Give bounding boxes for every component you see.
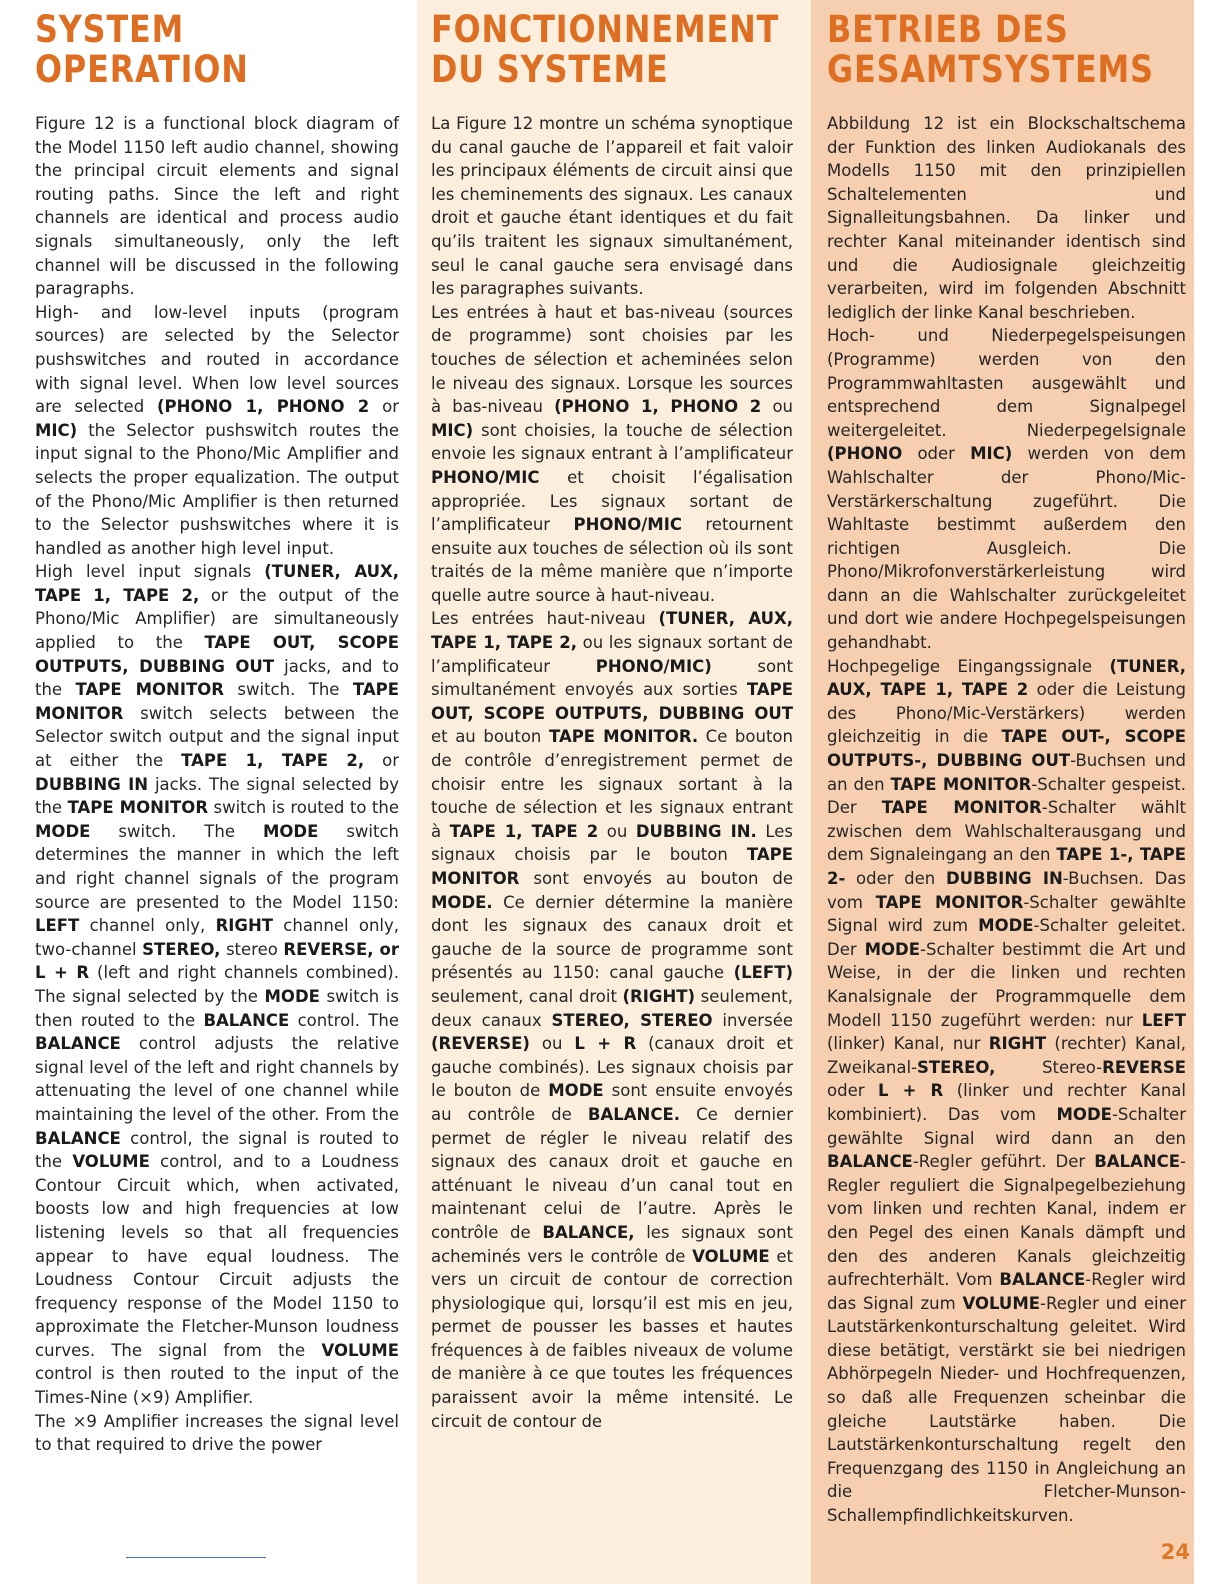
bold-term: TAPE MONITOR	[67, 798, 209, 818]
text-run: seulement, deux canaux	[431, 986, 793, 1030]
bold-term: BALANCE	[35, 1034, 121, 1054]
text-run: -Schalter wählt zwischen dem Wahlschalterausgang und dem Signaleingang an den	[827, 798, 1187, 865]
bold-term: (PHONO	[827, 444, 903, 464]
bold-term: L + R	[878, 1081, 944, 1101]
paragraph	[827, 655, 1186, 1528]
text-run: control, and to a Loudness Contour Circuit which, when activated, boosts low and high frequencies at low listening levels so that all frequencies appear to have equal loudness. The Loudness Contour Circuit adjusts the frequency response of the Model 1150 to approximate the Fletcher-Munson loudness curves. The signal from the	[35, 1152, 399, 1360]
bold-term: BALANCE	[35, 1128, 121, 1148]
paragraph	[431, 301, 793, 608]
bold-term: (REVERSE)	[431, 1034, 530, 1054]
bold-term: BALANCE	[999, 1270, 1086, 1290]
text-run: -Schalter geleitet. Der	[827, 916, 1186, 959]
bold-term: BALANCE	[827, 1152, 913, 1172]
bold-term: (PHONO 1, PHONO 2	[554, 397, 762, 417]
text-run: or	[364, 751, 399, 771]
text-run: jacks. The signal selected by the	[35, 774, 399, 818]
text-run: -Schalter gewählte Signal wird zum	[827, 892, 1186, 936]
bold-term: RIGHT	[988, 1034, 1047, 1054]
text-run: switch is then routed to the	[35, 986, 399, 1030]
text-run: (rechter) Kanal, Zweikanal-	[827, 1034, 1186, 1077]
text-run: High- and low-level inputs (program sources) are selected by the Selector pushswitches and routed in accordance with signal level. When low level sources are selected	[35, 302, 399, 417]
bold-term: VOLUME	[321, 1340, 399, 1360]
paragraph	[35, 112, 399, 301]
text-run: sont choisies, la touche de sélection envoie les signaux entrant à l’amplificateur	[431, 420, 793, 464]
text-run: switch selects between the Selector switch output and the signal input at either the	[35, 703, 399, 771]
text-run: sont simultanément envoyés aux sorties	[431, 656, 793, 700]
bold-term: TAPE 1-, TAPE 2-	[827, 845, 1186, 888]
paragraph	[35, 560, 399, 1409]
bold-term: MODE	[864, 939, 921, 959]
bold-term: (LEFT)	[733, 963, 793, 983]
text-run: oder den	[845, 869, 946, 888]
text-run: control, the signal is routed to the	[35, 1128, 399, 1172]
text-run: control adjusts the relative signal level of the left and right channels by attenuating the level of one channel while maintaining the level of the other. From the	[35, 1034, 399, 1124]
text-run: les signaux sont acheminés vers le contrôle de	[431, 1222, 793, 1266]
text-run: (canaux droit et gauche combinés). Les signaux choisis par le bouton de	[431, 1034, 793, 1101]
paragraph	[35, 1410, 399, 1457]
text-run: retournent ensuite aux touches de sélection où ils sont traités de la même manière que n’importe quelle autre source à haut-niveau.	[431, 515, 793, 605]
text-run: (linker) Kanal, nur	[827, 1034, 989, 1054]
text-run: or the output of the Phono/Mic Amplifier) are simultaneously applied to the	[35, 585, 399, 653]
text-run: ou	[529, 1034, 575, 1054]
bold-term: MIC)	[970, 444, 1013, 464]
bold-term: MODE	[264, 986, 320, 1006]
text-run: Figure 12 is a functional block diagram of the Model 1150 left audio channel, showing the principal circuit elements and signal routing paths. Since the left and right channels are identical and process audio signals simultaneously, only the left channel will be discussed in the following paragraphs.	[35, 114, 399, 299]
text-run: seulement, canal droit	[431, 986, 623, 1006]
bold-term: BALANCE	[1094, 1152, 1181, 1172]
text-run: -Schalter bestimmt die Art und Weise, in der die linken und rechten Kanalsignale der Programmquelle dem Modell 1150 zugeführt werden: nur	[827, 939, 1186, 1030]
paragraph	[35, 301, 399, 561]
bold-term: DUBBING IN	[945, 869, 1063, 888]
text-run: channel only, two-channel	[35, 916, 399, 959]
english-column	[22, 0, 417, 1584]
bold-term: MODE	[548, 1081, 604, 1101]
bold-term: (TUNER, AUX, TAPE 1, TAPE 2,	[431, 609, 794, 653]
text-run: inversée	[712, 1010, 793, 1030]
text-run: switch determines the manner in which the left and right channel signals of the program source are presented to the Model 1150:	[35, 821, 400, 912]
bold-term: MIC)	[35, 420, 78, 440]
text-run: -Regler geführt. Der	[912, 1152, 1095, 1172]
bold-term: PHONO/MIC	[573, 515, 682, 535]
text-run: channel only,	[79, 916, 216, 936]
heading-line-2: OPERATION	[35, 48, 249, 91]
text-run: oder	[902, 444, 971, 464]
text-run: sont ensuite envoyés au contrôle de	[431, 1081, 793, 1124]
paragraph	[431, 112, 793, 301]
text-run: (linker und rechter Kanal kombiniert). Das vom	[827, 1081, 1186, 1124]
text-run: Stereo-	[995, 1057, 1103, 1077]
bold-term: VOLUME	[692, 1246, 770, 1266]
english-heading	[35, 10, 348, 110]
text-run: La Figure 12 montre un schéma synoptique du canal gauche de l’appareil et fait valoir les principaux éléments de circuit ainsi que les cheminements des signaux. Les canaux droit et gauche étant identiques et du fait qu’ils traitent les signaux simultanément, seul le canal gauche sera envisagé dans les paragraphes suivants.	[431, 114, 793, 299]
bold-term: TAPE MONITOR	[35, 680, 400, 723]
bold-term: TAPE 1, TAPE 2,	[181, 751, 365, 771]
bold-term: TAPE MONITOR.	[548, 727, 699, 747]
german-heading	[827, 8, 1154, 110]
text-run: -Regler wird das Signal zum	[827, 1270, 1186, 1313]
text-run: switch. The	[223, 680, 353, 700]
bold-term: REVERSE, or L + R	[35, 939, 399, 983]
bold-term: BALANCE,	[542, 1222, 635, 1242]
heading-line-1: BETRIEB DES	[827, 8, 1069, 51]
text-run: Ce bouton de contrôle d’enregistrement permet de choisir entre les signaux sortant à la touche de sélection et les signaux entrant à	[431, 727, 793, 841]
text-run: Les entrées à haut et bas-niveau (sources de programme) sont choisies par les touches de sélection et acheminées selon le niveau des signaux. Lorsque les sources à bas-niveau	[431, 302, 793, 417]
text-run: Hochpegelige Eingangssignale	[827, 656, 1110, 676]
french-heading	[431, 8, 780, 110]
text-run: -Regler und einer Lautstärkenkonturschaltung geleitet. Wird diese betätigt, verstärkt sie bei niedrigen Abhörpegeln Nieder- und Hochfrequenzen, so daß alle Frequenzen scheinbar die gleiche Lautstärke haben. Die Lautstärkenkonturschaltung regelt den Frequenzgang des 1150 in Angleichung an die Fletcher-Munson-Schallempfindlichkeitskurven.	[827, 1293, 1186, 1526]
text-run: oder	[827, 1081, 879, 1101]
heading-line-1: FONCTIONNEMENT	[431, 8, 780, 51]
text-run: et au bouton	[431, 727, 549, 747]
bold-term: L + R	[574, 1034, 637, 1054]
heading-line-2: DU SYSTEME	[431, 48, 669, 91]
bold-term: MODE.	[431, 892, 493, 912]
bold-term: (PHONO 1, PHONO 2	[157, 397, 370, 417]
text-run: the Selector pushswitch routes the input signal to the Phono/Mic Amplifier and selects the proper equalization. The output of the Phono/Mic Amplifier is then returned to the Selector pushswitches where it is handled as another high level input.	[35, 420, 399, 558]
bold-term: MIC)	[431, 420, 474, 440]
bold-term: (RIGHT)	[622, 986, 696, 1006]
bold-term: BALANCE.	[587, 1104, 680, 1124]
bold-term: TAPE OUT, SCOPE OUTPUTS, DUBBING OUT	[431, 680, 793, 723]
bold-term: TAPE MONITOR	[875, 892, 1024, 912]
german-column	[811, 0, 1194, 1584]
paragraph	[827, 324, 1186, 654]
text-run: -Regler reguliert die Signalpegelbeziehung vom linken und rechten Kanal, indem er den Pegel des einen Kanals dämpft und den des anderen Kanals gleichzeitig aufrechterhält. Vom	[827, 1152, 1186, 1290]
bold-term: MODE	[1056, 1104, 1112, 1124]
text-run: Les entrées haut-niveau	[431, 609, 659, 629]
bold-term: TAPE MONITOR	[431, 845, 793, 888]
text-run: werden von dem Wahlschalter der Phono/Mic-Verstärkerschaltung zugeführt. Die Wahltaste bestimmt außerdem den richtigen Ausgleich. Die Phono/Mikrofonverstärkerleistung wird dann an die Wahlschalter zurückgeleitet und dort wie andere Hochpegelspeisungen gehandhabt.	[827, 444, 1186, 653]
bold-term: MODE	[35, 821, 91, 841]
bold-term: DUBBING IN.	[635, 821, 757, 841]
heading-line-1: SYSTEM	[35, 8, 185, 51]
text-run: control is then routed to the input of the Times-Nine (×9) Amplifier.	[35, 1364, 399, 1408]
french-body	[431, 112, 793, 1433]
bold-term: TAPE 1, TAPE 2	[449, 821, 599, 841]
text-run: -Schalter gewählte Signal wird dann an den	[827, 1104, 1186, 1148]
text-run: ou	[598, 821, 636, 841]
bold-term: MODE	[262, 821, 319, 841]
bold-term: TAPE MONITOR	[881, 798, 1042, 818]
german-body	[827, 112, 1186, 1528]
bold-term: PHONO/MIC)	[595, 656, 712, 676]
text-run: -Buchsen. Das vom	[827, 869, 1186, 912]
text-run: ou	[761, 397, 793, 417]
bold-term: TAPE MONITOR	[890, 774, 1032, 794]
text-run: High level input signals	[35, 562, 265, 582]
bold-term: TAPE MONITOR	[75, 680, 224, 700]
text-run: et vers un circuit de contour de correction physiologique qui, lorsqu’il est mis en jeu, permet de pousser les basses et hautes fréquences à de faibles niveaux de volume de manière à ce que toutes les fréquences paraissent avoir la même intensité. Le circuit de contour de	[431, 1246, 793, 1431]
text-run: Ce dernier détermine la manière dont les signaux des canaux droit et gauche de la source de programme sont présentés au 1150: canal gauche	[431, 892, 793, 983]
bold-term: PHONO/MIC	[431, 467, 540, 487]
bold-term: STEREO,	[142, 939, 221, 959]
paragraph	[431, 607, 793, 1433]
bold-term: BALANCE	[203, 1010, 290, 1030]
bold-term: LEFT	[1141, 1010, 1186, 1030]
text-run: jacks, and to the	[35, 656, 399, 700]
text-run: Ce dernier permet de régler le niveau relatif des signaux des canaux droit et gauche en atténuant le niveau d’un canal tout en maintenant celui de l’autre. Après le contrôle de	[431, 1104, 793, 1242]
text-run: Les signaux choisis par le bouton	[431, 821, 794, 865]
text-run: sont envoyés au bouton de	[519, 869, 793, 888]
bold-term: DUBBING IN	[35, 774, 149, 794]
text-run: Abbildung 12 ist ein Blockschaltschema der Funktion des linken Audiokanals des Modells 1150 mit den prinzipiellen Schaltelementen und Signalleitungsbahnen. Da linker und rechter Kanal miteinander identisch sind und die Audiosignale gleichzeitig verarbeiten, wird im folgenden Abschnitt lediglich der linke Kanal beschrieben.	[827, 114, 1186, 322]
text-run: Hoch- und Niederpegelspeisungen (Programme) werden von den Programmwahltasten ausgewählt und entsprechend dem Signalpegel weitergeleitet. Niederpegelsignale	[827, 326, 1186, 440]
footer-rule	[126, 1557, 266, 1558]
text-run: The ×9 Amplifier increases the signal level to that required to drive the power	[35, 1411, 399, 1455]
text-run: or	[369, 397, 400, 417]
bold-term: (TUNER, AUX, TAPE 1, TAPE 2	[827, 656, 1186, 700]
text-run: ou les signaux sortant de l’amplificateur	[431, 633, 793, 676]
english-body	[35, 112, 399, 1457]
text-run: stereo	[220, 939, 284, 959]
text-run: switch is routed to the	[208, 798, 399, 818]
text-run: oder die Leistung des Phono/Mic-Verstärkers) werden gleichzeitig in die	[827, 680, 1186, 747]
text-run: -Schalter gespeist. Der	[827, 774, 1186, 818]
bold-term: VOLUME	[962, 1293, 1041, 1313]
bold-term: (TUNER, AUX, TAPE 1, TAPE 2,	[35, 562, 399, 605]
bold-term: STEREO, STEREO	[551, 1010, 713, 1030]
bold-term: MODE	[978, 916, 1034, 936]
bold-term: LEFT	[35, 916, 80, 936]
text-run: et choisit l’égalisation appropriée. Les signaux sortant de l’amplificateur	[431, 467, 793, 535]
bold-term: REVERSE	[1102, 1057, 1186, 1077]
bold-term: VOLUME	[72, 1152, 150, 1172]
bold-term: TAPE OUT, SCOPE OUTPUTS, DUBBING OUT	[35, 633, 399, 676]
text-run: switch. The	[90, 821, 263, 841]
text-run: (left and right channels combined). The signal selected by the	[35, 963, 399, 1006]
paragraph	[827, 112, 1186, 324]
french-column	[417, 0, 811, 1584]
bold-term: STEREO,	[917, 1057, 996, 1077]
bold-term: TAPE OUT-, SCOPE OUTPUTS-, DUBBING OUT	[827, 727, 1186, 771]
heading-line-2: GESAMTSYSTEMS	[827, 48, 1154, 91]
bold-term: RIGHT	[215, 916, 274, 936]
page-number: 24	[1160, 1540, 1190, 1564]
text-run: -Buchsen und an den	[827, 751, 1187, 794]
text-run: control. The	[289, 1010, 399, 1030]
